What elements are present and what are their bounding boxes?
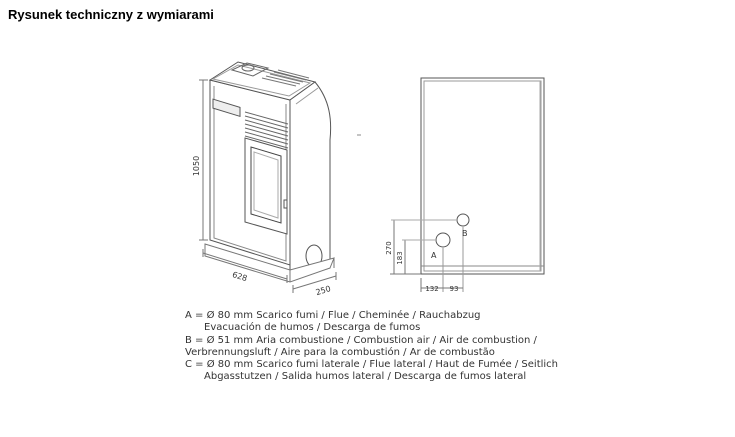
stove-isometric-view <box>199 62 361 293</box>
dimension-270-label: 270 <box>385 241 393 255</box>
dimension-height-label: 1050 <box>192 155 201 177</box>
legend <box>185 310 558 384</box>
page-title: Rysunek techniczny z wymiarami <box>8 7 214 22</box>
dimension-93-label: 93 <box>449 285 459 293</box>
flue-outlet-a <box>436 233 450 247</box>
legend-item-b-line1: B = Ø 51 mm Aria combustione / Combustion air / Air de combustion / <box>185 334 537 346</box>
legend-item-c-line2: Abgasstutzen / Salida humos lateral / Descarga de fumos lateral <box>204 371 527 383</box>
combustion-air-inlet-b <box>457 214 469 226</box>
legend-item-b-line2: Verbrennungsluft / Aire para la combustión / Ar de combustão <box>185 346 495 358</box>
stove-rear-view <box>390 78 544 292</box>
dimension-depth-label: 250 <box>314 284 332 298</box>
legend-item-c-line1: C = Ø 80 mm Scarico fumi laterale / Flue lateral / Haut de Fumée / Seitlich <box>185 359 559 371</box>
marker-a-label: A <box>431 251 437 260</box>
dimension-132-label: 132 <box>425 285 439 293</box>
legend-item-a-line1: A = Ø 80 mm Scarico fumi / Flue / Cheminée / Rauchabzug <box>185 310 481 321</box>
dimension-183-label: 183 <box>396 251 404 265</box>
marker-b-label: B <box>462 229 468 238</box>
dimension-width-label: 628 <box>231 270 249 284</box>
legend-item-a-line2: Evacuación de humos / Descarga de fumos <box>204 322 421 334</box>
